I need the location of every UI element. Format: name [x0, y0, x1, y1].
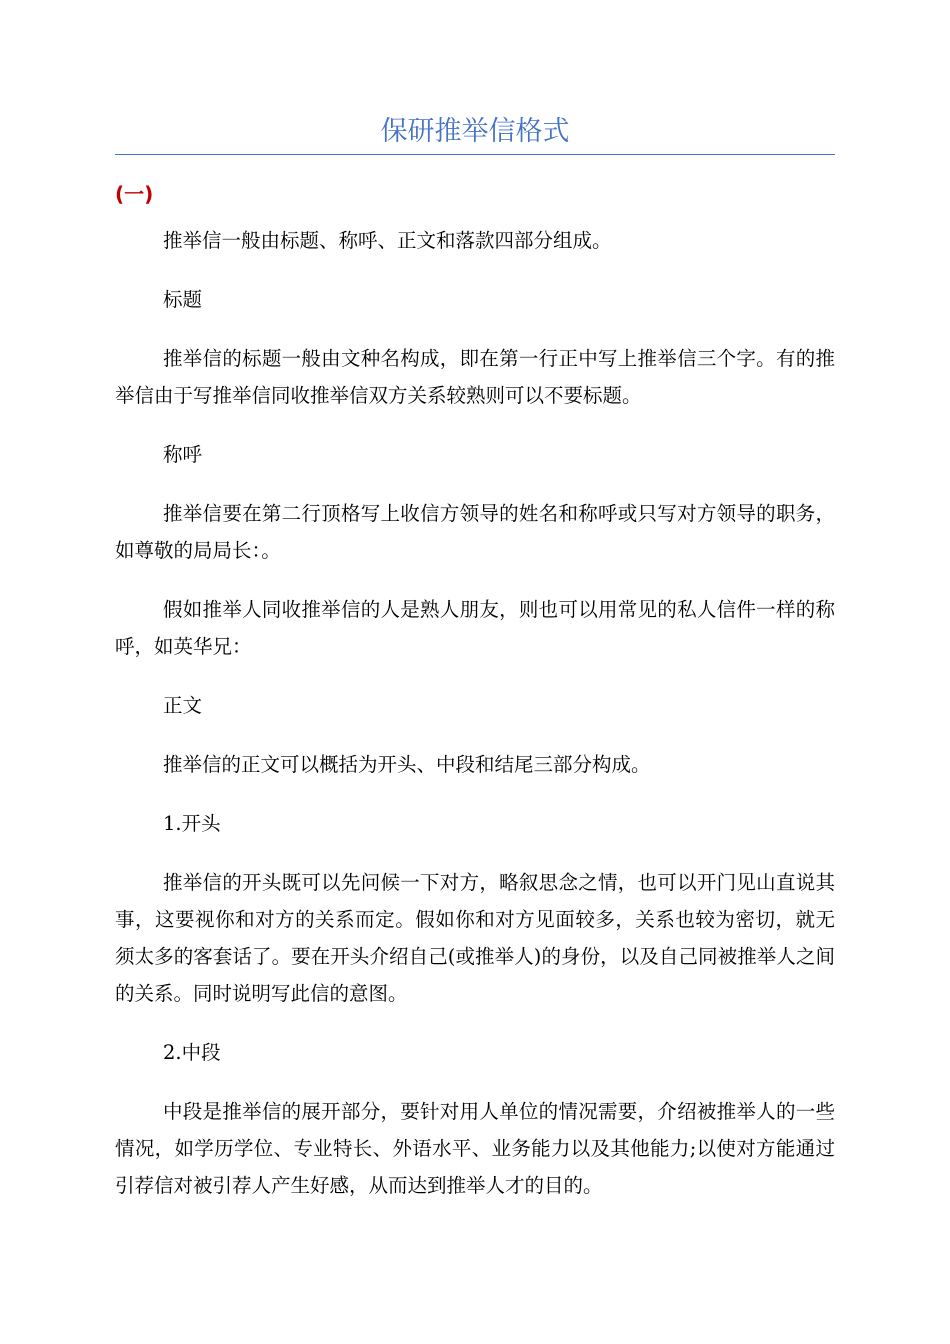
subheading-middle: 2.中段 — [163, 1041, 221, 1064]
paragraph-salutation-friend: 假如推举人同收推举信的人是熟人朋友，则也可以用常见的私人信件一样的称呼，如英华兄： — [115, 598, 835, 658]
subheading-opening: 1.开头 — [163, 812, 221, 835]
subheading-salutation: 称呼 — [163, 443, 203, 466]
paragraph-body-desc: 推举信的正文可以概括为开头、中段和结尾三部分构成。 — [163, 753, 651, 776]
paragraph-salutation-desc: 推举信要在第二行顶格写上收信方领导的姓名和称呼或只写对方领导的职务，如尊敬的局局长：。 — [115, 502, 835, 562]
title-underline — [115, 154, 835, 155]
document-body — [115, 222, 835, 1204]
paragraph-title-desc: 推举信的标题一般由文种名构成，即在第一行正中写上推举信三个字。有的推举信由于写推举信同收推举信双方关系较熟则可以不要标题。 — [115, 347, 835, 407]
paragraph-intro: 推举信一般由标题、称呼、正文和落款四部分组成。 — [163, 229, 612, 252]
document-title: 保研推举信格式 — [380, 116, 570, 147]
paragraph-middle-desc: 中段是推举信的展开部分，要针对用人单位的情况需要，介绍被推举人的一些情况，如学历学位、专业特长、外语水平、业务能力以及其他能力;以使对方能通过引荐信对被引荐人产生好感，从而达到推举人才的目的。 — [115, 1100, 835, 1197]
section-heading: (一) — [115, 182, 154, 206]
paragraph-opening-desc: 推举信的开头既可以先问候一下对方，略叙思念之情，也可以开门见山直说其事，这要视你和对方的关系而定。假如你和对方见面较多，关系也较为密切，就无须太多的客套话了。要在开头介绍自己(或推举人)的身份，以及自己同被推举人之间的关系。同时说明写此信的意图。 — [115, 871, 835, 1005]
subheading-title: 标题 — [163, 288, 203, 311]
subheading-body: 正文 — [163, 694, 203, 717]
